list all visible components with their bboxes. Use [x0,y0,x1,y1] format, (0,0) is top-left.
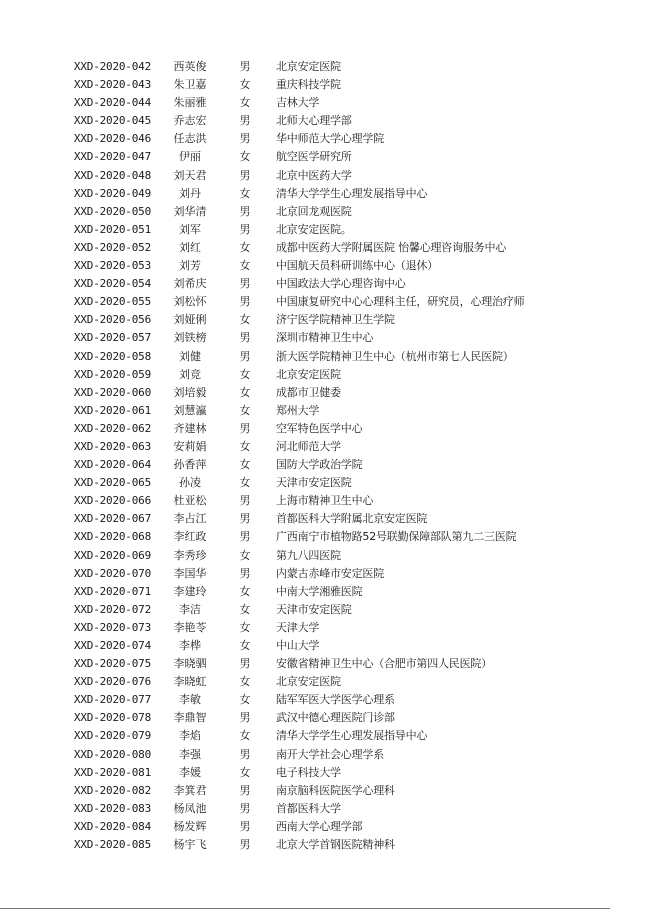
member-organization: 清华大学学生心理发展指导中心 [276,729,428,743]
member-name: 李强 [179,747,201,761]
member-id: XXD-2020-047 [73,150,151,164]
table-row [0,438,650,456]
member-gender: 男 [239,331,251,345]
member-id: XXD-2020-067 [73,512,151,526]
member-name: 孙凌 [179,476,201,490]
member-name: 刘芳 [179,259,201,273]
member-gender: 男 [239,530,251,544]
table-row [0,510,650,528]
member-organization: 重庆科技学院 [276,78,341,92]
member-organization: 南京脑科医院医学心理科 [276,783,395,797]
table-row [0,76,650,94]
member-name: 刘铁榜 [173,331,207,345]
member-name: 刘松怀 [173,295,207,309]
member-gender: 女 [239,675,251,689]
member-gender: 女 [239,313,251,327]
member-name: 李鼎智 [173,711,207,725]
table-row [0,293,650,311]
table-row [0,637,650,655]
member-id: XXD-2020-060 [73,385,151,399]
member-organization: 北京中医药大学 [276,168,352,182]
member-organization: 中南大学湘雅医院 [276,584,363,598]
member-gender: 男 [239,512,251,526]
member-gender: 男 [239,747,251,761]
member-name: 西英俊 [173,60,207,73]
member-organization: 深圳市精神卫生中心 [276,331,374,345]
page-bottom-rule [0,908,610,909]
member-id: XXD-2020-043 [73,78,151,92]
member-gender: 女 [239,476,251,490]
table-row [0,782,650,800]
member-id: XXD-2020-069 [73,548,151,562]
table-row [0,275,650,293]
member-id: XXD-2020-054 [73,277,151,291]
table-row [0,384,650,402]
table-row [0,348,650,366]
member-id: XXD-2020-080 [73,747,151,761]
table-row [0,619,650,637]
member-id: XXD-2020-073 [73,620,151,634]
member-gender: 男 [239,132,251,146]
member-id: XXD-2020-070 [73,566,151,580]
member-gender: 男 [239,349,251,363]
member-id: XXD-2020-066 [73,494,151,508]
member-organization: 成都中医药大学附属医院 怡馨心理咨询服务中心 [276,240,507,254]
member-gender: 女 [239,96,251,110]
member-name: 李艳苓 [173,620,207,634]
member-organization: 内蒙古赤峰市安定医院 [276,566,384,580]
member-organization: 河北师范大学 [276,439,341,453]
member-gender: 女 [239,259,251,273]
member-name: 刘华清 [173,204,207,218]
table-row [0,492,650,510]
member-name: 李国华 [173,566,207,580]
table-row [0,130,650,148]
member-gender: 女 [239,620,251,634]
member-id: XXD-2020-053 [73,259,151,273]
table-row [0,764,650,782]
member-gender: 男 [239,783,251,797]
member-organization: 陆军军医大学医学心理系 [276,693,395,707]
member-organization: 北京安定医院 [276,675,341,689]
table-row [0,329,650,347]
member-organization: 北京安定医院。 [276,222,352,236]
member-id: XXD-2020-042 [73,60,151,73]
member-id: XXD-2020-058 [73,349,151,363]
member-gender: 女 [239,439,251,453]
member-gender: 女 [239,639,251,652]
member-gender: 女 [239,78,251,92]
member-name: 李建玲 [173,584,207,598]
member-organization: 中国康复研究中心心理科主任，研究员，心理治疗师 [276,295,525,309]
member-name: 刘培毅 [173,385,207,399]
member-name: 刘红 [179,240,201,254]
member-id: XXD-2020-050 [73,204,151,218]
member-name: 刘军 [179,222,201,236]
member-gender: 男 [239,657,251,671]
member-organization: 北京回龙观医院 [276,204,352,218]
table-row [0,185,650,203]
member-name: 杨发辉 [173,819,207,833]
member-name: 李晓驷 [173,657,207,671]
table-row [0,58,650,76]
member-name: 刘慧瀛 [173,403,207,417]
member-gender: 男 [239,711,251,725]
member-organization: 武汉中德心理医院门诊部 [276,711,395,725]
member-id: XXD-2020-079 [73,729,151,743]
table-row [0,547,650,565]
table-row [0,565,650,583]
member-gender: 女 [239,403,251,417]
member-organization: 第九八四医院 [276,548,341,562]
table-row [0,311,650,329]
member-name: 任志洪 [173,132,207,146]
member-organization: 北师大心理学部 [276,114,352,128]
member-list [0,58,650,854]
member-gender: 女 [239,385,251,399]
member-organization: 天津大学 [276,620,320,634]
member-name: 刘希庆 [173,277,207,291]
member-id: XXD-2020-074 [73,639,151,652]
member-id: XXD-2020-064 [73,458,151,472]
member-organization: 郑州大学 [276,403,320,417]
table-row [0,601,650,619]
member-id: XXD-2020-077 [73,693,151,707]
member-gender: 女 [239,458,251,472]
member-id: XXD-2020-065 [73,476,151,490]
member-id: XXD-2020-081 [73,765,151,779]
member-id: XXD-2020-084 [73,819,151,833]
member-name: 杨宇飞 [173,838,207,852]
table-row [0,709,650,727]
member-name: 李洁 [179,602,201,616]
table-row [0,239,650,257]
table-row [0,655,650,673]
member-gender: 男 [239,168,251,182]
member-id: XXD-2020-071 [73,584,151,598]
member-id: XXD-2020-063 [73,439,151,453]
member-gender: 女 [239,548,251,562]
member-id: XXD-2020-059 [73,367,151,381]
member-gender: 女 [239,584,251,598]
table-row [0,528,650,546]
table-row [0,221,650,239]
table-row [0,818,650,836]
member-gender: 男 [239,295,251,309]
member-organization: 浙大医学院精神卫生中心（杭州市第七人民医院） [276,349,514,363]
member-id: XXD-2020-052 [73,240,151,254]
table-row [0,167,650,185]
member-organization: 电子科技大学 [276,765,341,779]
table-row [0,402,650,420]
member-organization: 上海市精神卫生中心 [276,494,374,508]
member-organization: 天津市安定医院 [276,476,352,490]
member-name: 李敏 [179,693,201,707]
member-organization: 济宁医学院精神卫生学院 [276,313,395,327]
member-name: 刘竞 [179,367,201,381]
member-gender: 男 [239,222,251,236]
member-id: XXD-2020-049 [73,186,151,200]
member-organization: 北京安定医院 [276,60,341,73]
member-organization: 南开大学社会心理学系 [276,747,384,761]
member-name: 乔志宏 [173,114,207,128]
member-name: 李媛 [179,765,201,779]
member-name: 安莉娟 [173,439,207,453]
member-gender: 女 [239,150,251,164]
member-gender: 男 [239,114,251,128]
member-organization: 吉林大学 [276,96,320,110]
table-row [0,112,650,130]
member-gender: 男 [239,277,251,291]
table-row [0,420,650,438]
member-organization: 西南大学心理学部 [276,819,363,833]
member-gender: 女 [239,367,251,381]
member-id: XXD-2020-048 [73,168,151,182]
member-id: XXD-2020-085 [73,838,151,852]
member-gender: 男 [239,421,251,435]
member-name: 刘健 [179,349,201,363]
member-name: 杜亚松 [173,494,207,508]
member-organization: 首都医科大学附属北京安定医院 [276,512,428,526]
member-organization: 航空医学研究所 [276,150,352,164]
member-id: XXD-2020-075 [73,657,151,671]
table-row [0,691,650,709]
table-row [0,727,650,745]
member-id: XXD-2020-068 [73,530,151,544]
table-row [0,366,650,384]
member-gender: 男 [239,801,251,815]
member-gender: 男 [239,838,251,852]
member-name: 孙香萍 [173,458,207,472]
member-name: 李晓虹 [173,675,207,689]
member-name: 朱卫嘉 [173,78,207,92]
member-name: 李箕君 [173,783,207,797]
table-row [0,746,650,764]
member-gender: 女 [239,729,251,743]
member-organization: 成都市卫健委 [276,385,341,399]
table-row [0,474,650,492]
member-id: XXD-2020-076 [73,675,151,689]
member-id: XXD-2020-083 [73,801,151,815]
member-organization: 国防大学政治学院 [276,458,363,472]
member-id: XXD-2020-055 [73,295,151,309]
member-gender: 女 [239,602,251,616]
member-gender: 女 [239,765,251,779]
member-gender: 女 [239,186,251,200]
member-id: XXD-2020-044 [73,96,151,110]
member-organization: 广西南宁市植物路52号联勤保障部队第九二三医院 [276,530,517,544]
member-organization: 北京安定医院 [276,367,341,381]
member-id: XXD-2020-062 [73,421,151,435]
member-gender: 女 [239,240,251,254]
member-id: XXD-2020-056 [73,313,151,327]
member-organization: 北京大学首钢医院精神科 [276,838,395,852]
member-name: 李红政 [173,530,207,544]
member-name: 杨凤池 [173,801,207,815]
table-row [0,456,650,474]
member-organization: 华中师范大学心理学院 [276,132,384,146]
member-gender: 男 [239,566,251,580]
member-gender: 女 [239,693,251,707]
member-organization: 清华大学学生心理发展指导中心 [276,186,428,200]
member-organization: 空军特色医学中心 [276,421,363,435]
member-id: XXD-2020-078 [73,711,151,725]
member-id: XXD-2020-082 [73,783,151,797]
table-row [0,800,650,818]
member-name: 刘丹 [179,186,201,200]
member-id: XXD-2020-072 [73,602,151,616]
member-organization: 首都医科大学 [276,801,341,815]
member-name: 李桦 [179,639,201,652]
table-row [0,673,650,691]
member-name: 李焰 [179,729,201,743]
member-organization: 中山大学 [276,639,320,652]
member-id: XXD-2020-061 [73,403,151,417]
member-name: 齐建林 [173,421,207,435]
member-name: 朱丽雅 [173,96,207,110]
member-organization: 中国政法大学心理咨询中心 [276,277,406,291]
member-organization: 安徽省精神卫生中心（合肥市第四人民医院） [276,657,492,671]
member-id: XXD-2020-046 [73,132,151,146]
member-name: 刘天君 [173,168,207,182]
member-name: 李占江 [173,512,207,526]
member-name: 伊丽 [179,150,201,164]
member-name: 刘娅俐 [173,313,207,327]
member-gender: 男 [239,60,251,73]
member-gender: 男 [239,494,251,508]
member-gender: 男 [239,204,251,218]
member-gender: 男 [239,819,251,833]
member-name: 李秀珍 [173,548,207,562]
table-row [0,583,650,601]
table-row [0,257,650,275]
table-row [0,148,650,166]
member-id: XXD-2020-045 [73,114,151,128]
member-organization: 天津市安定医院 [276,602,352,616]
member-id: XXD-2020-051 [73,222,151,236]
table-row [0,836,650,854]
table-row [0,203,650,221]
member-id: XXD-2020-057 [73,331,151,345]
member-organization: 中国航天员科研训练中心（退休） [276,259,438,273]
table-row [0,94,650,112]
